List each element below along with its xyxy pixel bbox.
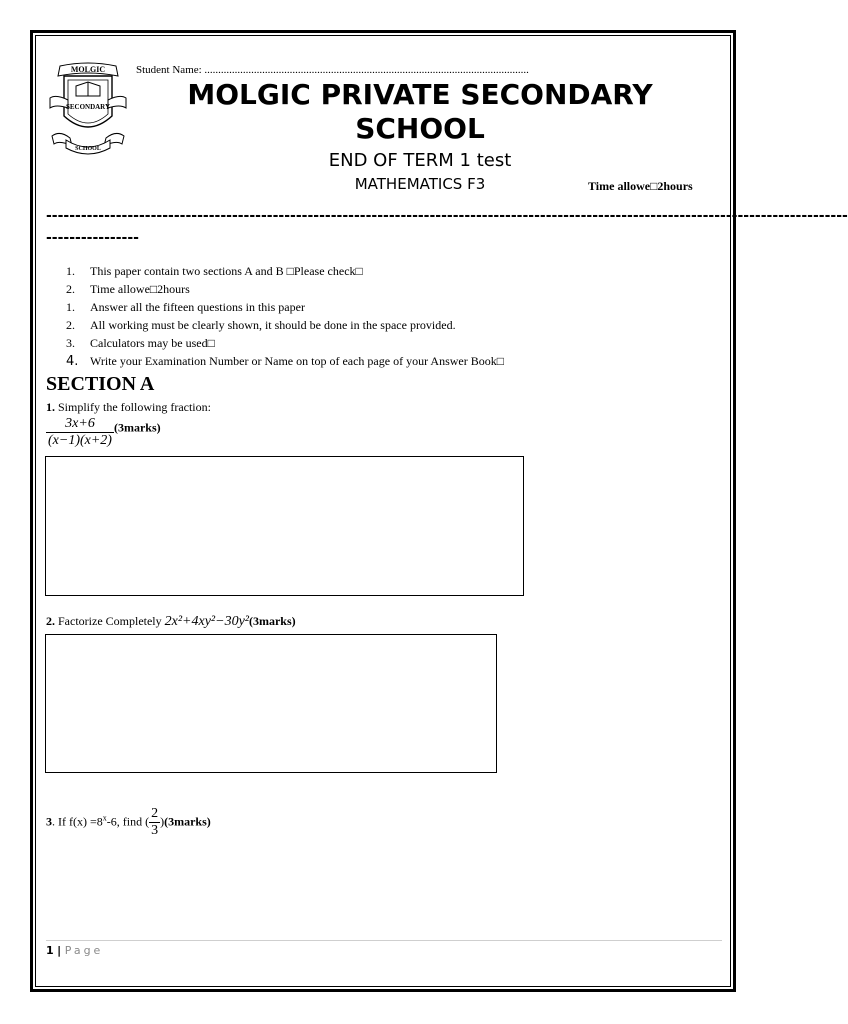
logo-text-top: MOLGIC [70,65,106,74]
page-label: Page [64,944,104,957]
section-a-heading: SECTION A [46,373,155,395]
instruction-item: 2. All working must be clearly shown, it should be done in the space provided. [66,318,456,332]
school-crest-logo [46,58,130,158]
question-1-answer-box[interactable] [45,456,524,596]
footer-divider [46,940,722,941]
separator-dashes: ------------------------------------------------------------------------------------------------------------------------------------------ [46,208,848,224]
question-1-prompt: 1. Simplify the following fraction: [46,400,211,414]
logo-text-bottom: SCHOOL [75,146,101,152]
page-number: 1 [46,944,54,957]
separator-dashes-continued: ---------------- [46,230,139,246]
question-3-prompt: 3. If $f(x) =8^x-6$, find ( $\frac{2}{3}$ )(3marks) [46,806,211,838]
logo-text-mid: SECONDARY [65,103,111,111]
term-title: END OF TERM 1 test [328,150,512,171]
instruction-item: 1. This paper contain two sections A and B □Please check□ [66,264,363,278]
school-name-heading: MOLGIC PRIVATE SECONDARY SCHOOL [187,78,653,145]
instruction-item: 4. Write your Examination Number or Name on top of each page of your Answer Book□ [66,354,504,369]
footer-separator: | [57,944,62,957]
subject-title: MATHEMATICS F3 [354,175,486,193]
question-2-prompt: 2. Factorize Completely 2x²+4xy²−30y²(3marks) [46,614,296,629]
page-footer [46,944,103,957]
instruction-item: 3. Calculators may be used□ [66,336,215,350]
question-1-fraction: $\frac{3x+6}{(x-1)(x+2)}$ [48,416,112,448]
question-2-answer-box[interactable] [45,634,497,773]
question-1-expression: $\frac{3x+6}{(x-1)(x+2)}$ (3marks) [48,416,161,448]
time-allowed: Time allowe□2hours [588,179,693,193]
instruction-item: 2. Time allowe□2hours [66,282,190,296]
student-name-field: Student Name: ...................................................................................................................... [136,64,529,76]
instruction-item: 1. Answer all the fifteen questions in this paper [66,300,305,314]
question-3-fraction: $\frac{2}{3}$ [151,806,159,838]
